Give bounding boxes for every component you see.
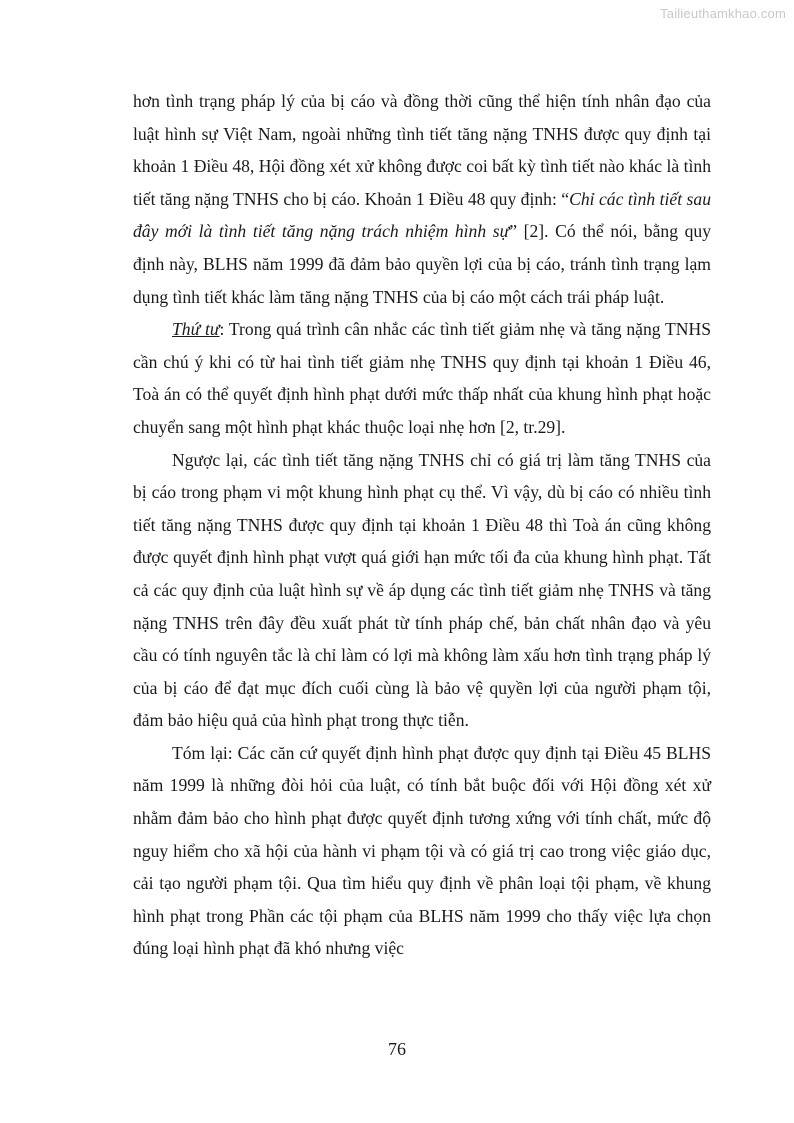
paragraph-1-text-b: ” [2]. Có thể nói, bằng quy định này, BLHS năm 1999 đã đảm bảo quyền lợi của bị cáo, tránh tình trạng lạm dụng tình tiết khác làm tăng nặng TNHS của bị cáo một cách trái pháp luật.: [133, 221, 711, 307]
paragraph-2-lead: Thứ tư: [172, 319, 220, 340]
page-number: 76: [388, 1039, 406, 1059]
paragraph-4: Tóm lại: Các căn cứ quyết định hình phạt được quy định tại Điều 45 BLHS năm 1999 là những đòi hỏi của luật, có tính bắt buộc đối với Hội đồng xét xử nhằm đảm bảo cho hình phạt được quyết định tương xứng với tính chất, mức độ nguy hiểm cho xã hội của hành vi phạm tội và có giá trị cao trong việc giáo dục, cải tạo người phạm tội. Qua tìm hiểu quy định về phân loại tội phạm, về khung hình phạt trong Phần các tội phạm của BLHS năm 1999 cho thấy việc lựa chọn đúng loại hình phạt đã khó nhưng việc: [133, 742, 711, 959]
document-body: [133, 85, 711, 965]
paragraph-2-text: : Trong quá trình cân nhắc các tình tiết giảm nhẹ và tăng nặng TNHS cần chú ý khi có từ hai tình tiết giảm nhẹ TNHS quy định tại khoản 1 Điều 46, Toà án có thể quyết định hình phạt dưới mức thấp nhất của khung hình phạt hoặc chuyển sang một hình phạt khác thuộc loại nhẹ hơn [2, tr.29].: [133, 319, 711, 437]
quote-text: Chỉ các tình tiết sau đây mới là tình tiết tăng nặng trách nhiệm hình sự: [133, 188, 711, 242]
paragraph-1-text-a: hơn tình trạng pháp lý của bị cáo và đồng thời cũng thể hiện tính nhân đạo của luật hình sự Việt Nam, ngoài những tình tiết tăng nặng TNHS được quy định tại khoản 1 Điều 48, Hội đồng xét xử không được coi bất kỳ tình tiết nào khác là tình tiết tăng nặng TNHS cho bị cáo. Khoản 1 Điều 48 quy định: “: [133, 91, 711, 209]
paragraph-1: [133, 85, 711, 313]
paragraph-3: Ngược lại, các tình tiết tăng nặng TNHS chỉ có giá trị làm tăng TNHS của bị cáo trong phạm vi một khung hình phạt cụ thể. Vì vậy, dù bị cáo có nhiều tình tiết tăng nặng TNHS được quy định tại khoản 1 Điều 48 thì Toà án cũng không được quyết định hình phạt vượt quá giới hạn mức tối đa của khung hình phạt. Tất cả các quy định của luật hình sự về áp dụng các tình tiết giảm nhẹ TNHS và tăng nặng TNHS trên đây đều xuất phát từ tính pháp chế, bản chất nhân đạo và yêu cầu có tính nguyên tắc là chỉ làm có lợi mà không làm xấu hơn tình trạng pháp lý của bị cáo để đạt mục đích cuối cùng là bảo vệ quyền lợi của người phạm tội, đảm bảo hiệu quả của hình phạt trong thực tiễn.: [133, 449, 711, 731]
paragraph-2: [133, 313, 711, 443]
watermark: Tailieuthamkhao.com: [660, 6, 786, 21]
